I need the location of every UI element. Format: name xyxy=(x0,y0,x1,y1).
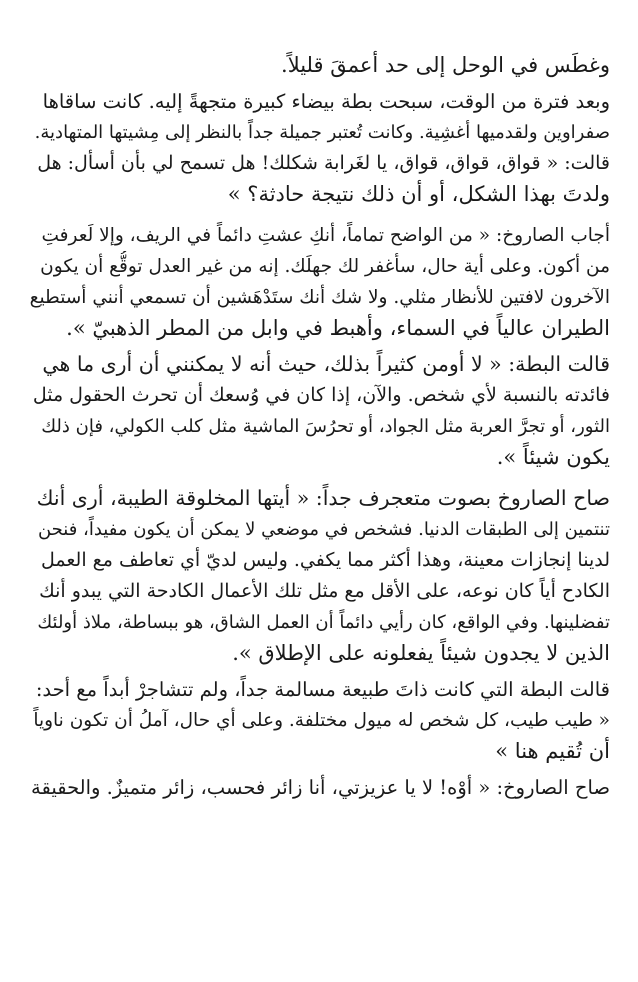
text-line: وغطَس في الوحل إلى حد أعمقَ قليلاً. xyxy=(281,53,610,77)
text-line: « طيب طيب، كل شخص له ميول مختلفة. وعلى أي حال، آملُ أن تكون ناوياً xyxy=(33,710,610,731)
paragraph xyxy=(30,483,610,669)
text-line: الذين لا يجدون شيئاً يفعلونه على الإطلاق ». xyxy=(232,641,610,665)
paragraph xyxy=(30,86,610,148)
book-page xyxy=(30,50,610,970)
text-line: الطيران عالياً في السماء، وأهبط في وابل من المطر الذهبيّ ». xyxy=(66,316,610,340)
text-line: فائدته بالنسبة لأي شخص. والآن، إذا كان في وُسعك أن تحرث الحقول مثل xyxy=(32,384,610,406)
text-line: الكادح أياً كان نوعه، على الأقل مع مثل تلك الأعمال الكادحة التي يبدو أنك xyxy=(39,580,610,602)
text-line: تنتمين إلى الطبقات الدنيا. فشخص في موضعي لا يمكن أن يكون مفيداً، فنحن xyxy=(37,519,610,540)
text-line: أجاب الصاروخ: « من الواضح تماماً، أنكِ عشتِ دائماً في الريف، وإلا لَعرفتِ xyxy=(41,225,610,246)
text-line: قالت البطة التي كانت ذاتَ طبيعة مسالمة جداً، ولم تتشاجرْ أبداً مع أحد: xyxy=(35,678,610,701)
text-line: أن تُقيم هنا » xyxy=(495,739,610,763)
paragraph xyxy=(30,220,610,344)
paragraph xyxy=(30,349,610,473)
text-line: من أكون. وعلى أية حال، سأغفر لك جهلَك. إنه من غير العدل توقُّع أن يكون xyxy=(40,256,610,277)
paragraph xyxy=(30,674,610,767)
text-line: قالت: « قواق، قواق، قواق، يا لغَرابة شكلك! هل تسمح لي بأن أسأل: هل xyxy=(37,152,610,174)
text-line: تفضلينها. وفي الواقع، كان رأيي دائماً أن العمل الشاق، هو ببساطة، ملاذ أولئك xyxy=(37,612,610,633)
text-line: وبعد فترة من الوقت، سبحت بطة بيضاء كبيرة متجهةً إليه. كانت ساقاها xyxy=(42,90,610,113)
text-line: الثور، أو تجرَّ العربة مثل الجواد، أو تحرُسَ الماشية مثل كلب الكولي، فإن ذلك xyxy=(41,416,610,437)
text-line: يكون شيئاً ». xyxy=(496,445,610,469)
text-line: الآخرون لافتين للأنظار مثلي. ولا شك أنك ستَدْهَشين أن تسمعي أنني أستطيع xyxy=(30,287,610,308)
text-line: لدينا إنجازات معينة، وهذا أكثر مما يكفي. وليس لديّ أي تعاطف مع العمل xyxy=(41,549,610,571)
text-line: صاح الصاروخ بصوت متعجرف جداً: « أيتها المخلوقة الطيبة، أرى أنك xyxy=(36,486,610,510)
paragraph xyxy=(30,50,610,81)
text-line: ولدتَ بهذا الشكل، أو أن ذلك نتيجة حادثة؟ » xyxy=(227,182,610,206)
text-line: صاح الصاروخ: « أوْه! لا يا عزيزتي، أنا زائر فحسب، زائر متميزٌ. والحقيقة xyxy=(31,776,610,799)
text-line: قالت البطة: « لا أومن كثيراً بذلك، حيث أنه لا يمكنني أن أرى ما هي xyxy=(42,352,610,376)
paragraph xyxy=(30,148,610,210)
text-line: صفراوين ولقدميها أغشِية. وكانت تُعتبر جميلة جداً بالنظر إلى مِشيتها المتهادية. xyxy=(34,122,610,143)
paragraph xyxy=(30,772,610,803)
